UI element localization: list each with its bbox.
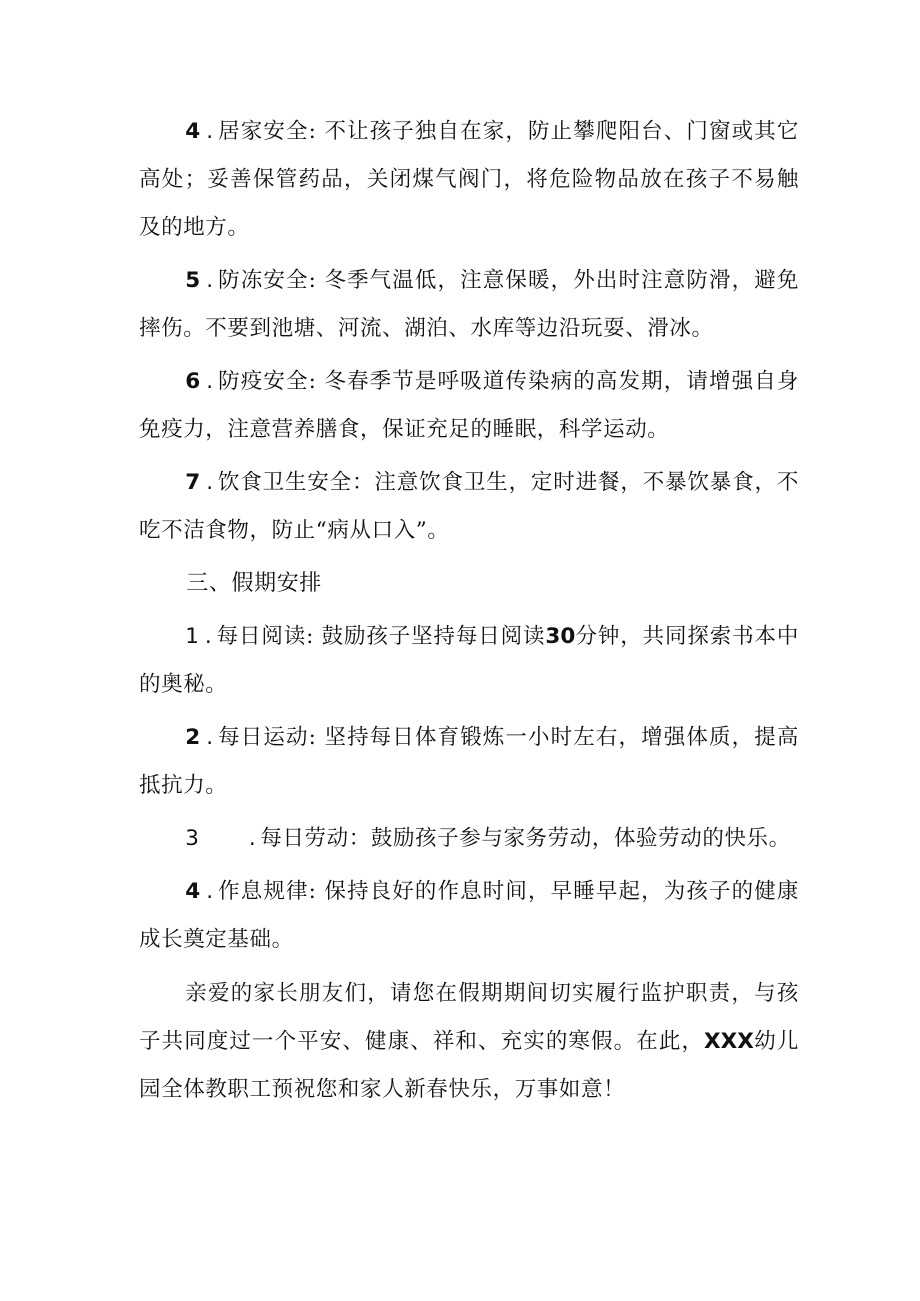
item-number: 4 bbox=[185, 119, 201, 144]
item-text: 饮食卫生安全：注意饮食卫生，定时进餐，不暴饮暴食，不吃不洁食物，防止“病从口入”。 bbox=[139, 470, 799, 543]
item-text: 防疫安全: 冬春季节是呼吸道传染病的高发期，请增强自身免疫力，注意营养膳食，保证充足的睡眠，科学运动。 bbox=[139, 369, 799, 442]
item-text: 防冻安全: 冬季气温低，注意保暖，外出时注意防滑，避免摔伤。不要到池塘、河流、湖泊、水库等边沿玩耍、滑冰。 bbox=[139, 268, 799, 341]
item-dot: . bbox=[206, 725, 214, 750]
item-dot: . bbox=[204, 624, 213, 649]
item-number: 4 bbox=[185, 879, 201, 904]
item-dot: . bbox=[206, 369, 214, 394]
holiday-item-routine bbox=[139, 868, 799, 964]
safety-item-food bbox=[139, 459, 799, 555]
item-text: 每日劳动：鼓励孩子参与家务劳动，体验劳动的快乐。 bbox=[260, 826, 791, 851]
holiday-item-exercise bbox=[139, 714, 799, 810]
closing-text: 幼儿园全体教职工预祝您和家人新春快乐，万事如意！ bbox=[139, 1029, 799, 1102]
item-dot: . bbox=[206, 470, 214, 495]
item-text: 每日阅读: 鼓励孩子坚持每日阅读 bbox=[216, 624, 546, 649]
school-code: XXX bbox=[704, 1029, 754, 1054]
item-text: 每日运动: 坚持每日体育锻炼一小时左右，增强体质，提高抵抗力。 bbox=[139, 725, 799, 798]
item-number: 3 bbox=[185, 826, 199, 851]
safety-item-epidemic bbox=[139, 358, 799, 454]
closing-paragraph bbox=[139, 970, 799, 1114]
item-text: 居家安全: 不让孩子独自在家，防止攀爬阳台、门窗或其它高处；妥善保管药品，关闭煤气阀门，将危险物品放在孩子不易触及的地方。 bbox=[139, 119, 799, 240]
item-number: 5 bbox=[185, 268, 201, 293]
holiday-item-chores bbox=[139, 815, 799, 863]
item-text: 作息规律: 保持良好的作息时间，早睡早起，为孩子的健康成长奠定基础。 bbox=[139, 879, 799, 952]
item-number: 1 bbox=[185, 624, 199, 649]
document-page bbox=[139, 108, 799, 1119]
item-text: 分钟，共同探索书本中的奥秘。 bbox=[139, 624, 799, 697]
item-dot: . bbox=[206, 879, 214, 904]
item-dot: . bbox=[248, 826, 257, 851]
closing-text: 亲爱的家长朋友们，请您在假期期间切实履行监护职责，与孩子共同度过一个平安、健康、祥和、充实的寒假。在此， bbox=[139, 981, 799, 1054]
item-number: 6 bbox=[185, 369, 201, 394]
item-dot: . bbox=[206, 268, 214, 293]
item-highlight: 30 bbox=[545, 624, 576, 649]
item-dot: . bbox=[206, 119, 214, 144]
holiday-item-reading bbox=[139, 613, 799, 709]
item-number: 7 bbox=[185, 470, 201, 495]
item-number: 2 bbox=[185, 725, 201, 750]
section-heading: 三、假期安排 bbox=[186, 571, 322, 596]
safety-item-home bbox=[139, 108, 799, 252]
safety-item-cold bbox=[139, 257, 799, 353]
